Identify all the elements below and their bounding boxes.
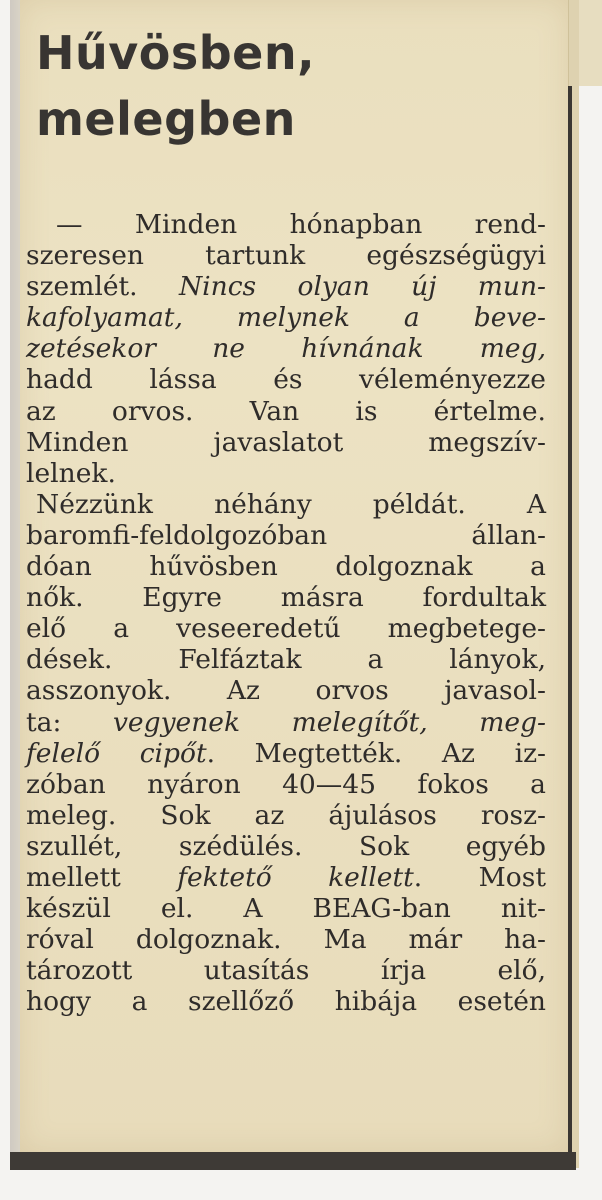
article-line: készül el. A BEAG-ban nit- <box>26 893 546 925</box>
article-line: lelnek. <box>26 457 116 489</box>
article-line: asszonyok. Az orvos javasol- <box>26 675 546 707</box>
article-line <box>26 862 546 893</box>
text-run: . Most <box>413 861 546 893</box>
article-line <box>26 302 546 333</box>
article-line <box>26 738 546 769</box>
article-line: hogy a szellőző hibája esetén <box>26 986 546 1018</box>
left-shadow <box>10 0 20 1170</box>
article-line: nők. Egyre másra fordultak <box>26 582 546 614</box>
italic-text: felelő cipőt <box>26 737 207 769</box>
italic-text: kafolyamat, melynek a beve- <box>26 302 546 334</box>
text-run: ta: <box>26 706 113 738</box>
article-line: dóan hűvösben dolgoznak a <box>26 551 546 583</box>
right-shadow-edge <box>568 86 572 1168</box>
italic-text: fektető kellett <box>177 861 414 893</box>
article-line: elő a veseeredetű megbetege- <box>26 613 546 645</box>
text-run: . Megtették. Az iz- <box>206 737 547 769</box>
article-line: meleg. Sok az ájulásos rosz- <box>26 799 546 831</box>
headline-line-2: melegben <box>36 92 296 146</box>
article-headline <box>36 20 315 152</box>
article-body <box>26 209 546 1017</box>
article-line: Nézzünk néhány példát. A <box>36 488 546 520</box>
article-line: — Minden hónapban rend- <box>56 209 546 240</box>
article-line <box>26 333 546 364</box>
article-line: zóban nyáron 40—45 fokos a <box>26 768 546 800</box>
article-line: dések. Felfáztak a lányok, <box>26 644 546 676</box>
article-line: Minden javaslatot megszív- <box>26 426 546 458</box>
text-run: mellett <box>26 861 178 893</box>
article-line: az orvos. Van is értelme. <box>26 395 546 427</box>
headline-line-1: Hűvösben, <box>36 26 316 80</box>
article-line: róval dolgoznak. Ma már ha- <box>26 924 546 956</box>
article-line <box>26 271 546 302</box>
italic-text: Nincs olyan új mun- <box>178 271 546 303</box>
text-run: szemlét. <box>26 271 179 303</box>
article-line: baromfi-feldolgozóban állan- <box>26 519 546 551</box>
italic-text: vegyenek melegítőt, meg- <box>112 706 546 738</box>
article-line: hadd lássa és véleményezze <box>26 364 546 396</box>
italic-text: zetésekor ne hívnának meg, <box>26 333 546 365</box>
article-line: szullét, szédülés. Sok egyéb <box>26 830 546 862</box>
article-line: tározott utasítás írja elő, <box>26 955 546 987</box>
bottom-shadow <box>10 1152 576 1170</box>
article-line: szeresen tartunk egészségügyi <box>26 240 546 272</box>
article-line <box>26 707 546 738</box>
